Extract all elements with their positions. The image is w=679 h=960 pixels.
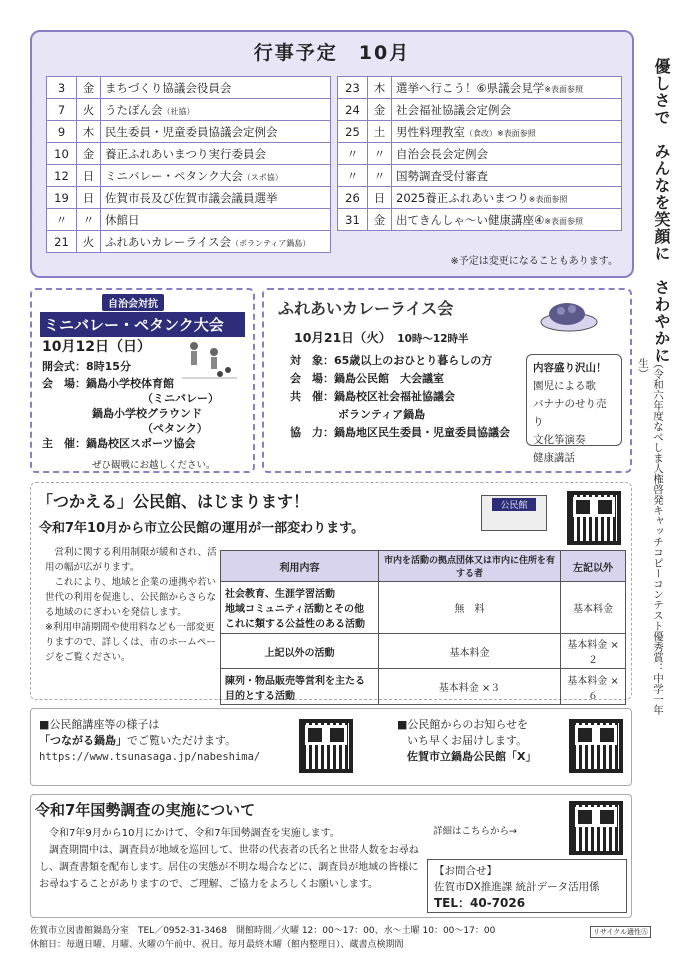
event-row: [47, 77, 331, 99]
curry-target-label: 対 象：: [290, 354, 334, 367]
event-row: [47, 231, 331, 253]
volley-tag: 自治会対抗: [102, 294, 164, 311]
kominkan-body-3: ※利用申請期間や使用料なども一部変更りますので、詳しくは、市のホームページをご覧ください。: [45, 622, 216, 663]
event-day: 〃: [338, 165, 368, 187]
event-day: 21: [47, 231, 77, 253]
links-right-3: 佐賀市立鍋島公民館「X」: [407, 750, 537, 763]
curry-co2: ボランティア鍋島: [338, 408, 426, 421]
links-panel: [30, 708, 632, 786]
volley-illustration: [182, 336, 237, 381]
event-title: 休館日: [105, 212, 140, 227]
event-title: 養正ふれあいまつり実行委員会: [105, 146, 266, 161]
census-contact-org: 佐賀市DX推進課 統計データ活用係: [434, 881, 600, 893]
fee-header-local: 市内を活動の拠点団体又は市内に住所を有する者: [379, 551, 561, 582]
event-title: 社会福祉協議会定例会: [396, 102, 511, 117]
event-weekday: 金: [77, 143, 101, 165]
curry-co1: 鍋島校区社会福祉協議会: [334, 390, 455, 403]
events-table-right: [337, 76, 622, 231]
event-weekday: 木: [368, 77, 392, 99]
event-title: まちづくり協議会役員会: [105, 80, 232, 95]
events-note: ※予定は変更になることもあります。: [450, 256, 618, 267]
curry-date: 10月21日（火）: [294, 330, 392, 345]
fee-header-other: 左記以外: [561, 551, 626, 582]
kominkan-title: 「つかえる」公民館、はじまります！: [37, 492, 310, 511]
event-day: 26: [338, 187, 368, 209]
curry-target: 65歳以上のおひとり暮らしの方: [334, 354, 493, 367]
event-weekday: 〃: [368, 165, 392, 187]
event-title: 男性料理教室: [396, 124, 465, 139]
event-row: [338, 165, 622, 187]
volley-date: 10月12日（日）: [42, 339, 151, 355]
event-title: 国勢調査受付審査: [396, 168, 488, 183]
event-note: （食改）※表面参照: [465, 128, 536, 138]
curry-coop-label: 協 力：: [290, 426, 334, 439]
fee-row3-other: 基本料金 ×６: [561, 669, 626, 705]
footer-library-info: 佐賀市立図書館鍋島分室 TEL／0952-31-3468 開館時間／火曜 12：00～17：00、水～土曜 10：00～17：00: [30, 926, 496, 936]
event-title: 2025養正ふれあいまつり: [396, 190, 529, 205]
event-weekday: 〃: [368, 143, 392, 165]
event-weekday: 土: [368, 121, 392, 143]
event-weekday: 火: [77, 99, 101, 121]
event-note: ※表面参照: [544, 216, 584, 226]
links-right-1: ■公民館からのお知らせを: [397, 718, 529, 731]
curry-program-item: 健康講話: [533, 452, 575, 464]
fee-row1-label-1: 社会教育、生涯学習活動: [225, 589, 335, 600]
curry-illustration: [539, 294, 599, 332]
volley-invite: ぜひ観戦にお越しください。: [92, 460, 216, 471]
event-weekday: 金: [77, 77, 101, 99]
event-note: ※表面参照: [544, 84, 584, 94]
fee-row3-label-2: 目的とする活動: [225, 690, 295, 702]
fee-header-usage: 利用内容: [221, 551, 379, 582]
event-row: [338, 187, 622, 209]
census-panel: [30, 794, 632, 918]
census-contact-title: 【お問合せ】: [434, 865, 497, 877]
kominkan-sub: 令和7年10月から市立公民館の運用が一部変わります。: [39, 521, 365, 536]
event-note: （ボランティア鍋島）: [231, 238, 311, 248]
event-title: 佐賀市長及び佐賀市議会議員選挙: [105, 190, 278, 205]
fee-row1-other: 基本料金: [561, 582, 626, 634]
fee-row1-label-3: これに類する公益性のある活動: [225, 619, 365, 630]
event-day: 12: [47, 165, 77, 187]
volley-venue1b: （ミニバレー）: [142, 392, 219, 405]
event-title: うたぽん会: [105, 102, 163, 117]
volley-panel: [30, 288, 255, 473]
event-title: ふれあいカレーライス会: [105, 234, 232, 249]
volley-host: 鍋島校区スポーツ協会: [86, 437, 196, 450]
event-text: [392, 165, 622, 187]
event-title: 出てきんしゃ～い健康講座④: [396, 212, 545, 227]
kominkan-building-icon: [481, 495, 547, 531]
event-row: [47, 121, 331, 143]
links-right-2: いち早くお届けします。: [407, 734, 528, 747]
links-left-2: 「つながる鍋島」: [39, 734, 127, 747]
curry-coop: 鍋島地区民生委員・児童委員協議会: [334, 426, 510, 439]
volley-open-label: 開会式：: [42, 360, 86, 373]
census-contact-tel: TEL：40-7026: [434, 896, 526, 910]
events-table-left: [46, 76, 331, 253]
event-day: 19: [47, 187, 77, 209]
catch-copy-sub: （令和六年度なべしま人権啓発キャッチコピーコンテスト優秀賞：中学一年生）: [637, 358, 664, 715]
event-note: （社協）: [162, 106, 195, 116]
event-weekday: 日: [77, 187, 101, 209]
volley-open: 8時15分: [86, 360, 131, 373]
event-title: 自治会長会定例会: [396, 146, 488, 161]
event-text: [101, 187, 331, 209]
events-title: 行事予定 10月: [253, 42, 411, 64]
event-row: [47, 143, 331, 165]
event-weekday: 〃: [77, 209, 101, 231]
census-contact: [427, 859, 627, 913]
event-row: [338, 209, 622, 231]
event-text: [101, 121, 331, 143]
event-day: 9: [47, 121, 77, 143]
event-row: [338, 77, 622, 99]
event-day: 10: [47, 143, 77, 165]
event-note: ※表面参照: [528, 194, 568, 204]
event-row: [47, 99, 331, 121]
volley-host-label: 主 催：: [42, 437, 86, 450]
event-row: [338, 143, 622, 165]
fee-row2-local: 基本料金: [379, 634, 561, 669]
curry-title: ふれあいカレーライス会: [278, 299, 454, 318]
fee-row3-local: 基本料金 ×３: [379, 669, 561, 705]
curry-program-item: 文化筝演奏: [533, 434, 586, 446]
census-title: 令和7年国勢調査の実施について: [35, 801, 256, 819]
event-text: [392, 209, 622, 231]
event-text: [101, 209, 331, 231]
event-text: [392, 187, 622, 209]
event-note: （スポ協）: [242, 172, 283, 182]
event-day: 〃: [338, 143, 368, 165]
volley-venue-label: 会 場：: [42, 377, 86, 390]
event-weekday: 木: [77, 121, 101, 143]
links-left-1: ■公民館講座等の様子は: [39, 718, 160, 731]
event-weekday: 金: [368, 99, 392, 121]
event-weekday: 火: [77, 231, 101, 253]
census-body-1: 令和7年9月から10月にかけて、令和7年国勢調査を実施します。: [49, 828, 340, 839]
event-row: [47, 187, 331, 209]
event-day: 〃: [47, 209, 77, 231]
event-row: [338, 99, 622, 121]
recycle-mark: リサイクル適性Ⓐ: [590, 926, 651, 938]
tsunasaga-link[interactable]: https://www.tsunasaga.jp/nabeshima/: [39, 751, 261, 763]
curry-panel: [262, 288, 632, 473]
volley-venue2: 鍋島小学校グラウンド: [92, 407, 202, 420]
census-body-2: 調査期間中は、調査員が地域を巡回して、世帯の代表者の氏名と世帯人数をお尋ねし、調査書類を配布します。居住の実態が不明な場合などに、調査員が地域の皆様にお尋ねすることがありますので、ご理解、ご協力をよろしくお願いします。: [39, 845, 419, 890]
event-text: [392, 121, 622, 143]
event-text: [101, 165, 331, 187]
curry-program-box: [526, 354, 622, 464]
usage-fee-table: [220, 550, 626, 705]
event-text: [392, 143, 622, 165]
event-title: 民生委員・児童委員協議会定例会: [105, 124, 278, 139]
event-row: [47, 165, 331, 187]
volley-title: ミニバレー・ペタンク大会: [40, 312, 245, 337]
event-title: 選挙へ行こう！⑥県議会見学: [396, 80, 545, 95]
curry-time: 10時～12時半: [397, 333, 469, 345]
curry-program-title: 内容盛り沢山！: [533, 362, 607, 374]
event-text: [101, 231, 331, 253]
kominkan-body-1: 営利に関する利用制限が緩和され、活用の幅が広がります。: [45, 547, 217, 573]
event-day: 25: [338, 121, 368, 143]
event-row: [47, 209, 331, 231]
event-day: 24: [338, 99, 368, 121]
event-text: [101, 143, 331, 165]
event-day: 31: [338, 209, 368, 231]
kominkan-badge: 公民館: [492, 498, 536, 511]
event-text: [101, 99, 331, 121]
fee-row1-label-2: 地域コミュニティ活動とその他: [225, 604, 364, 615]
kominkan-body-2: これにより、地域と企業の連携や若い世代の利用を促進し、公民館からさらなる地域のにぎわいを発信します。: [45, 577, 217, 618]
kominkan-qr-code[interactable]: [567, 491, 621, 545]
catch-copy: 優しさで みんなを笑顔に さわやかに: [652, 58, 671, 364]
event-weekday: 日: [77, 165, 101, 187]
event-day: 23: [338, 77, 368, 99]
curry-venue: 鍋島公民館 大会議室: [334, 372, 444, 385]
fee-row2-label: 上記以外の活動: [221, 634, 379, 669]
event-weekday: 日: [368, 187, 392, 209]
fee-row2-other: 基本料金 ×２: [561, 634, 626, 669]
links-left-2b: でご覧いただけます。: [127, 734, 237, 747]
curry-co-label: 共 催：: [290, 390, 334, 403]
curry-venue-label: 会 場：: [290, 372, 334, 385]
x-account-qr-code[interactable]: [569, 719, 623, 773]
fee-row1-local: 無 料: [379, 582, 561, 634]
census-qr-code[interactable]: [569, 801, 623, 855]
event-text: [101, 77, 331, 99]
footer-closed-days: 休館日：毎週日曜、月曜、火曜の午前中、祝日、毎月最終木曜（館内整理日）、蔵書点検期間: [30, 940, 404, 950]
events-panel: [30, 30, 634, 278]
event-text: [392, 99, 622, 121]
census-detail: 詳細はこちらから→: [433, 826, 517, 837]
event-weekday: 金: [368, 209, 392, 231]
tsunasaga-qr-code[interactable]: [299, 719, 353, 773]
curry-program-item: 園児による歌: [533, 380, 596, 392]
event-day: 7: [47, 99, 77, 121]
curry-program-item: バナナのせり売り: [533, 398, 607, 428]
event-title: ミニバレー・ペタンク大会: [105, 168, 243, 183]
event-row: [338, 121, 622, 143]
fee-row3-label-1: 陳列・物品販売等営利を主たる: [225, 675, 365, 687]
volley-venue2b: （ペタンク）: [142, 422, 208, 435]
event-day: 3: [47, 77, 77, 99]
event-text: [392, 77, 622, 99]
volley-venue1: 鍋島小学校体育館: [86, 377, 174, 390]
